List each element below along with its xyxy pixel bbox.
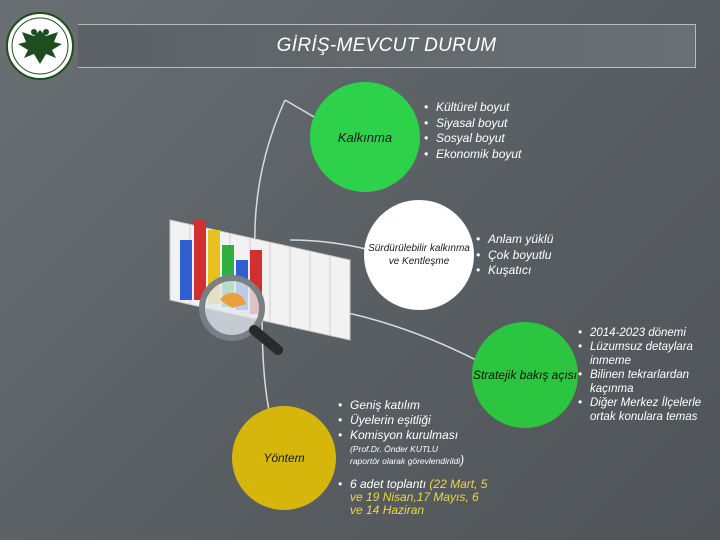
surdurulebilir-list: [476, 232, 553, 279]
node-kalkinma-label: Kalkınma: [337, 129, 393, 145]
yontem-note: [350, 444, 470, 467]
list-item: • Kuşatıcı: [476, 263, 553, 279]
node-surdurulebilir: [364, 200, 474, 310]
list-item: • Komisyon kurulması: [338, 428, 488, 443]
node-kalkinma: [310, 82, 420, 192]
meeting-list: [338, 478, 488, 517]
list-item: • Ekonomik boyut: [424, 147, 521, 163]
bar-chart-magnifier-illustration: [150, 200, 370, 370]
page-title: GİRİŞ-MEVCUT DURUM: [276, 35, 497, 56]
node-surdurulebilir-label: Sürdürülebilir kalkınma ve Kentleşme: [368, 243, 470, 267]
list-item: • Sosyal boyut: [424, 131, 521, 147]
node-yontem: [232, 406, 336, 510]
node-stratejik-label: Stratejik bakış açısı: [472, 367, 578, 382]
list-item: • Kültürel boyut: [424, 100, 521, 116]
node-yontem-label: Yöntem: [263, 451, 305, 465]
list-item: • Bilinen tekrarlardan kaçınma: [578, 368, 720, 396]
list-item: • Diğer Merkez İlçelerle ortak konulara temas: [578, 396, 720, 424]
list-item: • 2014-2023 dönemi: [578, 326, 720, 340]
kalkinma-list: [424, 100, 521, 162]
list-item: [338, 478, 488, 517]
list-item: • Anlam yüklü: [476, 232, 553, 248]
list-item: • Çok boyutlu: [476, 248, 553, 264]
yontem-note-close: ): [460, 453, 465, 467]
list-item: • Geniş katılım: [338, 398, 488, 413]
stratejik-list: [578, 326, 720, 424]
meeting-dates: (22 Mart, 5 ve 19 Nisan,17 Mayıs, 6 ve 14 Haziran: [350, 477, 488, 517]
yontem-list: [338, 398, 488, 443]
meeting-prefix: 6 adet toplantı: [350, 477, 430, 491]
yontem-note-text: (Prof.Dr. Önder KUTLU raportör olarak görevlendirildi: [350, 444, 461, 466]
list-item: • Lüzumsuz detaylara inmeme: [578, 340, 720, 368]
list-item: • Siyasal boyut: [424, 116, 521, 132]
list-item: • Üyelerin eşitliği: [338, 413, 488, 428]
